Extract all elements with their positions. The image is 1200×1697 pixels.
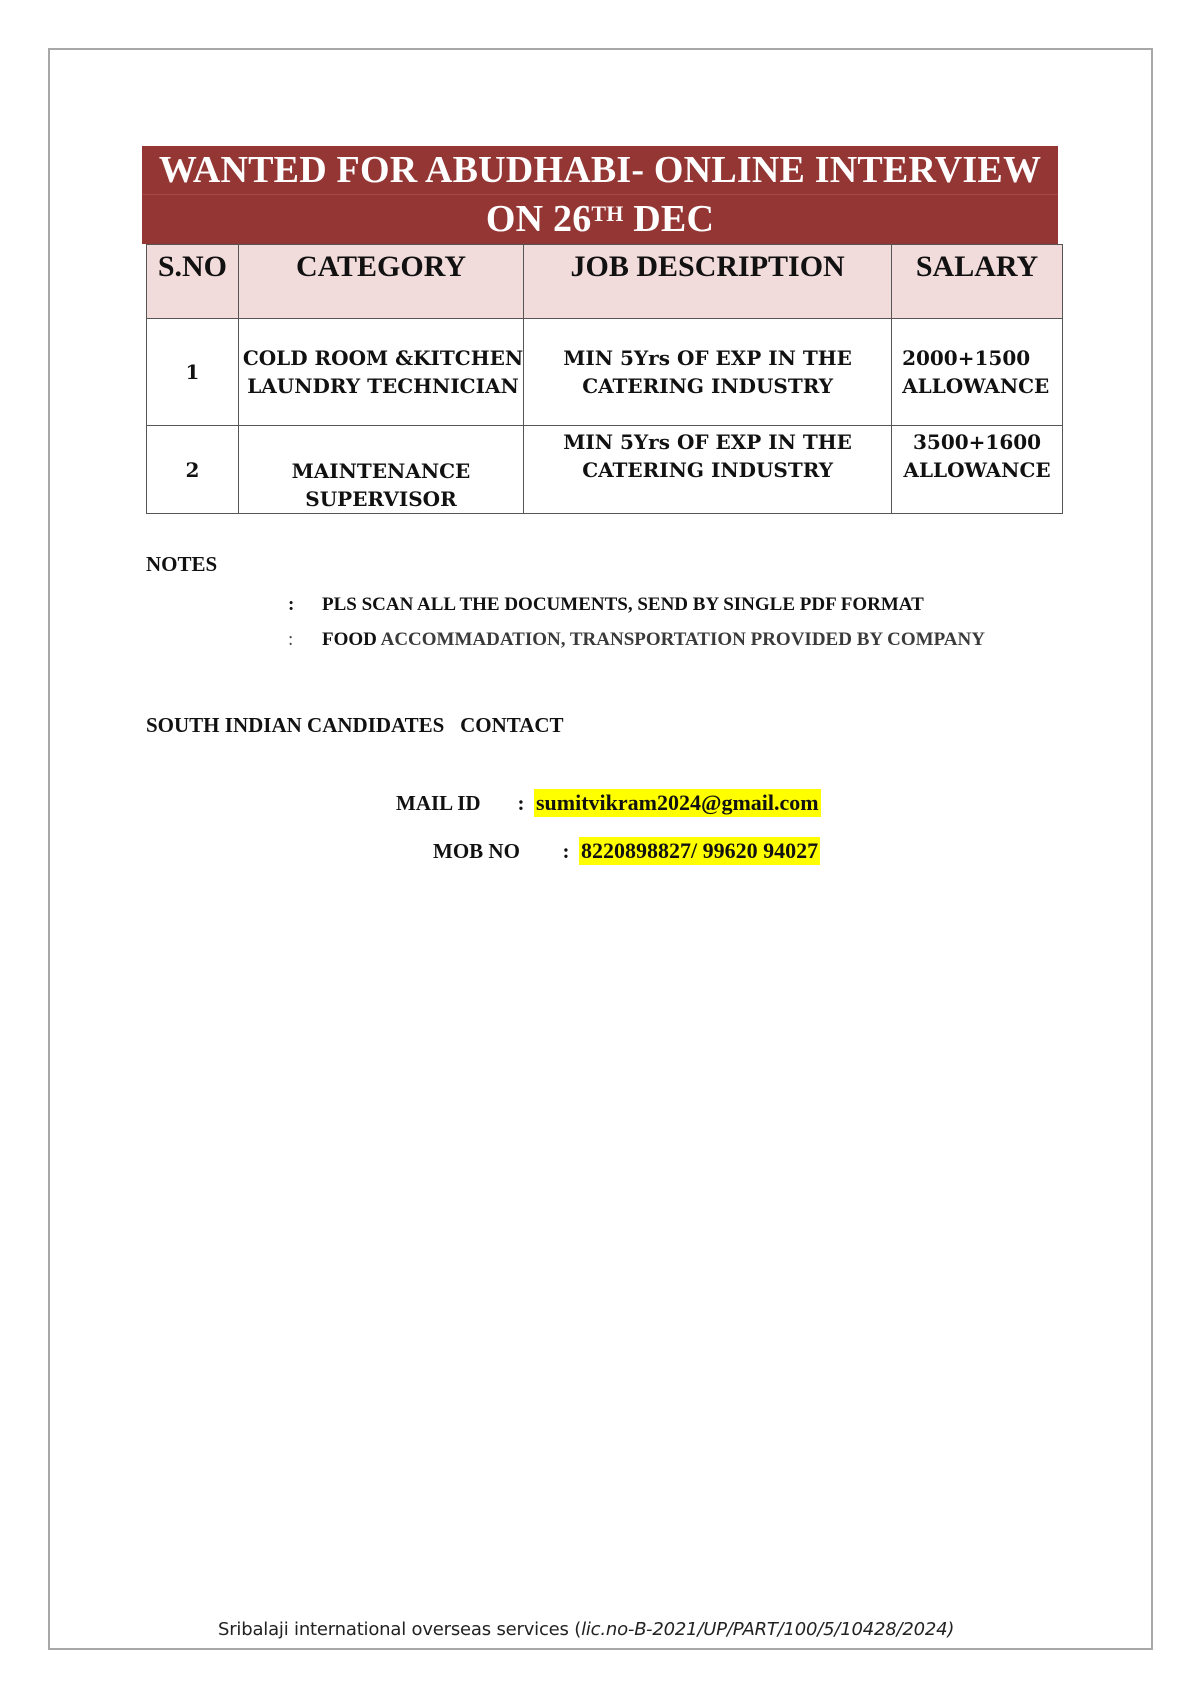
table-row	[147, 319, 1063, 426]
category-line: LAUNDRY TECHNICIAN	[247, 374, 519, 398]
description-line: CATERING INDUSTRY	[582, 374, 833, 398]
mobile-label: MOB NO	[433, 839, 520, 863]
email-address-link[interactable]: sumitvikram2024@gmail.com	[536, 790, 819, 815]
footer-license-line	[218, 1619, 954, 1640]
salary-cell	[892, 319, 1063, 426]
job-vacancy-table	[146, 244, 1063, 514]
phone-numbers-link[interactable]: 8220898827/ 99620 94027	[581, 838, 819, 863]
note-item	[288, 594, 924, 616]
table-row	[147, 426, 1063, 514]
note-bullet-colon: :	[288, 629, 294, 650]
contact-heading: SOUTH INDIAN CANDIDATES CONTACT	[146, 713, 564, 737]
mobile-colon: :	[562, 839, 570, 863]
description-line: MIN 5Yrs OF EXP IN THE	[563, 346, 852, 370]
salary-note: ALLOWANCE	[902, 374, 1050, 398]
sno-cell: 2	[147, 426, 239, 514]
note-text: ACCOMMADATION, TRANSPORTATION PROVIDED BY COMPANY	[376, 629, 985, 650]
banner-title-line-1: WANTED FOR ABUDHABI- ONLINE INTERVIEW	[142, 146, 1058, 195]
category-line: COLD ROOM &KITCHEN	[242, 346, 524, 370]
notes-heading: NOTES	[146, 552, 218, 576]
banner-title-line-2	[142, 195, 1058, 244]
category-cell	[238, 426, 523, 514]
mail-label: MAIL ID	[396, 791, 481, 815]
table-header-row	[147, 245, 1063, 319]
banner-date-prefix: ON 26	[485, 198, 592, 240]
column-header-job-description: JOB DESCRIPTION	[524, 245, 892, 319]
title-banner	[142, 146, 1058, 244]
banner-date-suffix: DEC	[623, 198, 715, 240]
mail-colon: :	[517, 791, 525, 815]
column-header-sno: S.NO	[147, 245, 239, 319]
category-line: SUPERVISOR	[305, 487, 457, 511]
description-line: MIN 5Yrs OF EXP IN THE	[563, 430, 852, 454]
footer-license-number: lic.no-B-2021/UP/PART/100/5/10428/2024)	[581, 1619, 955, 1640]
job-description-cell	[524, 319, 892, 426]
note-text-emphasis: FOOD	[322, 629, 377, 650]
mobile-contact-row	[433, 838, 820, 864]
category-cell	[238, 319, 523, 426]
sno-cell: 1	[147, 319, 239, 426]
salary-cell	[892, 426, 1063, 514]
note-bullet-colon: :	[288, 594, 295, 615]
salary-note: ALLOWANCE	[903, 458, 1051, 482]
salary-amount: 2000+1500	[902, 346, 1031, 370]
note-item	[288, 629, 985, 651]
note-text: PLS SCAN ALL THE DOCUMENTS, SEND BY SINGLE PDF FORMAT	[322, 594, 924, 615]
banner-date-ordinal: TH	[591, 201, 624, 226]
mail-contact-row	[396, 790, 821, 816]
column-header-salary: SALARY	[892, 245, 1063, 319]
salary-amount: 3500+1600	[912, 430, 1042, 454]
job-description-cell	[524, 426, 892, 514]
description-line: CATERING INDUSTRY	[582, 458, 833, 482]
category-line: MAINTENANCE	[291, 459, 471, 483]
column-header-category: CATEGORY	[238, 245, 523, 319]
footer-company-name: Sribalaji international overseas services (	[218, 1619, 582, 1640]
